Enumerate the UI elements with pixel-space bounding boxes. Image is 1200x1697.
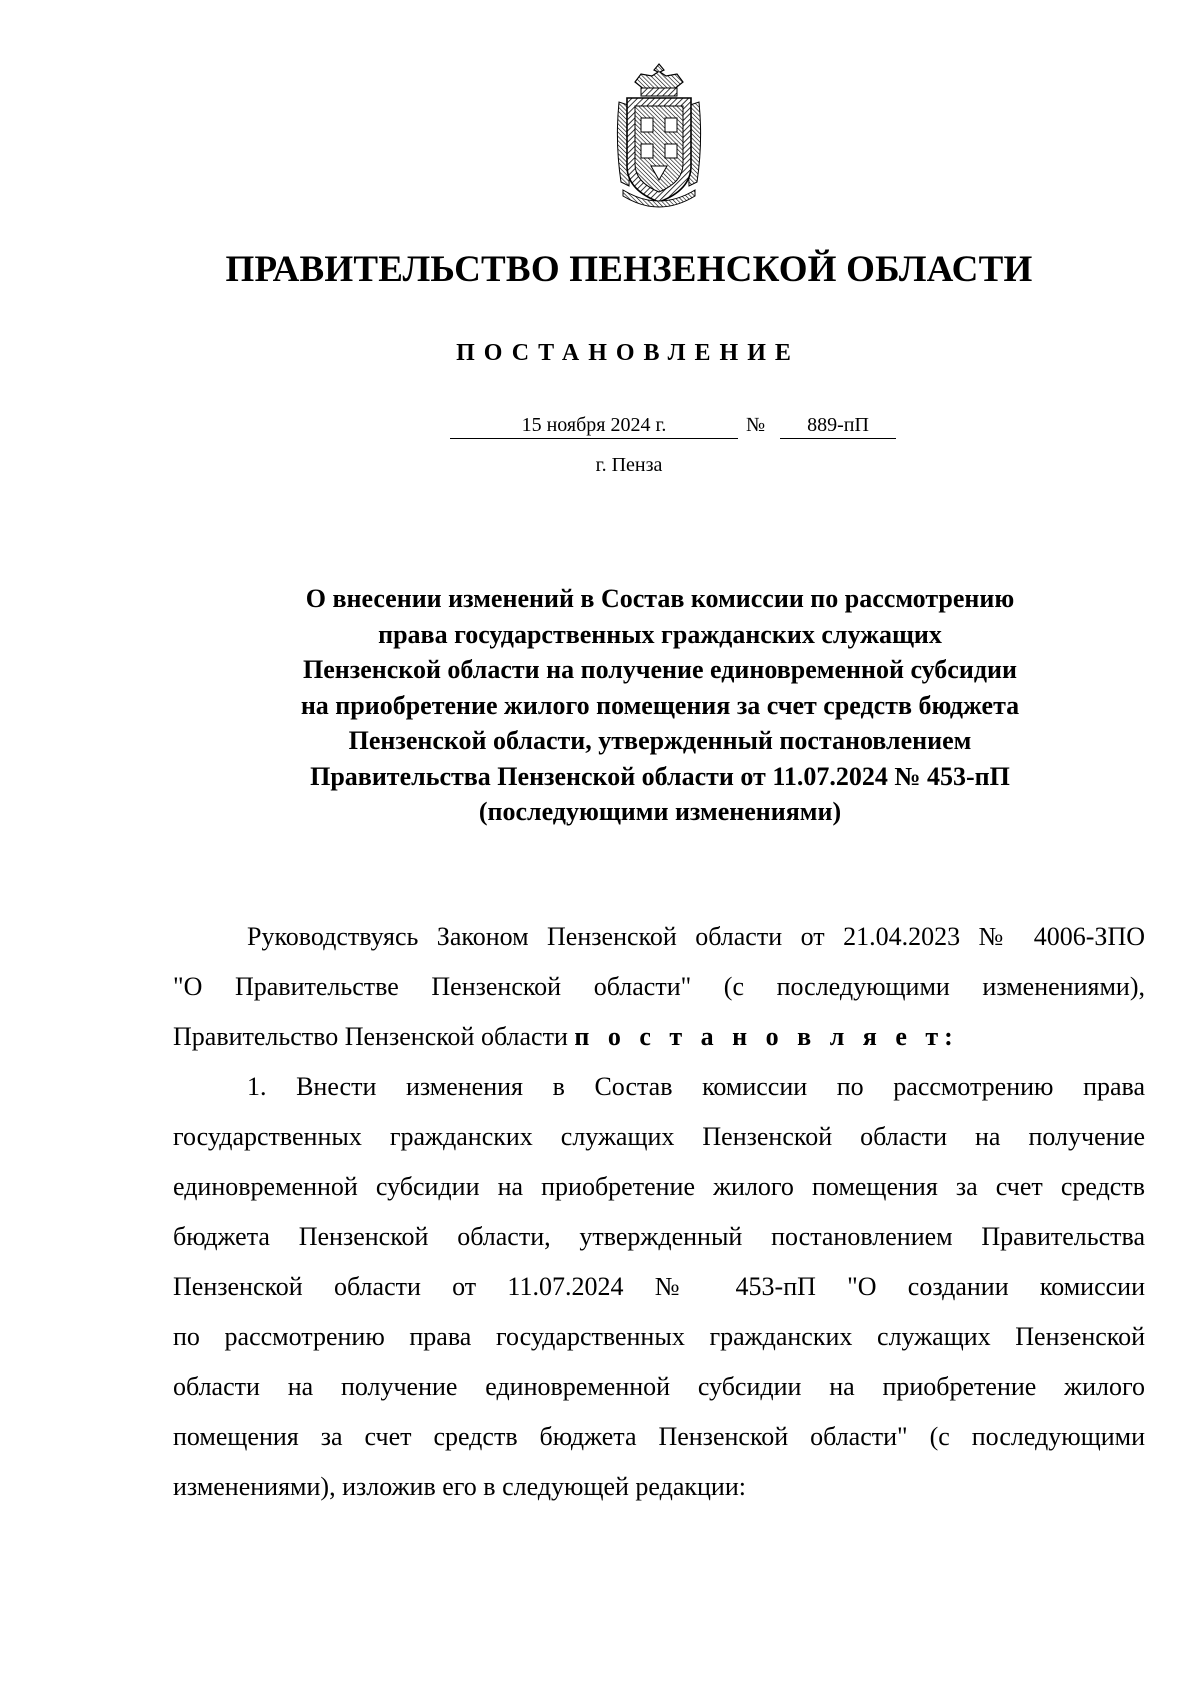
number-sign: № xyxy=(746,414,766,436)
body-line: помещения за счет средств бюджета Пензенской области" (с последующими xyxy=(173,1422,1145,1451)
document-type: ПОСТАНОВЛЕНИЕ xyxy=(456,340,800,366)
heading-line: (последующими изменениями) xyxy=(478,797,842,826)
heading-line: О внесении изменений в Состав комиссии по рассмотрению xyxy=(305,584,1015,613)
heading-line: Пензенской области, утвержденный постановлением xyxy=(348,726,972,755)
body-line: изменениями), изложив его в следующей редакции: xyxy=(173,1472,746,1501)
heading-line: Правительства Пензенской области от 11.07.2024 № 453-пП xyxy=(310,761,1010,791)
document-heading xyxy=(250,581,1070,830)
document-number: 889-пП xyxy=(780,412,896,439)
body-line xyxy=(173,1012,1145,1062)
body-line: государственных гражданских служащих Пензенской области на получение xyxy=(173,1122,1145,1151)
body-line: бюджета Пензенской области, утвержденный постановлением Правительства xyxy=(173,1222,1145,1251)
government-title: ПРАВИТЕЛЬСТВО ПЕНЗЕНСКОЙ ОБЛАСТИ xyxy=(225,249,1033,290)
body-line: области на получение единовременной субсидии на приобретение жилого xyxy=(173,1372,1145,1401)
heading-line: на приобретение жилого помещения за счет средств бюджета xyxy=(300,690,1020,720)
body-line: единовременной субсидии на приобретение жилого помещения за счет средств xyxy=(173,1172,1145,1201)
body-line: Пензенской области от 11.07.2024 № 453-пП "О создании комиссии xyxy=(173,1272,1145,1301)
heading-line: Пензенской области на получение единовременной субсидии xyxy=(303,655,1017,684)
document-body xyxy=(173,912,1145,1512)
body-line: по рассмотрению права государственных гражданских служащих Пензенской xyxy=(173,1322,1145,1351)
city: г. Пенза xyxy=(595,454,663,476)
body-line: "О Правительстве Пензенской области" (с последующими изменениями), xyxy=(173,972,1145,1001)
body-line: 1. Внести изменения в Состав комиссии по рассмотрению права xyxy=(247,1072,1145,1101)
preamble-prefix: Правительство Пензенской области xyxy=(173,1022,575,1051)
heading-line: права государственных гражданских служащих xyxy=(378,619,942,649)
body-line: Руководствуясь Законом Пензенской области от 21.04.2023 № 4006-ЗПО xyxy=(247,922,1145,951)
resolves-word: п о с т а н о в л я е т: xyxy=(574,1022,959,1051)
coat-of-arms-icon xyxy=(611,62,707,212)
document-date: 15 ноября 2024 г. xyxy=(450,412,738,439)
